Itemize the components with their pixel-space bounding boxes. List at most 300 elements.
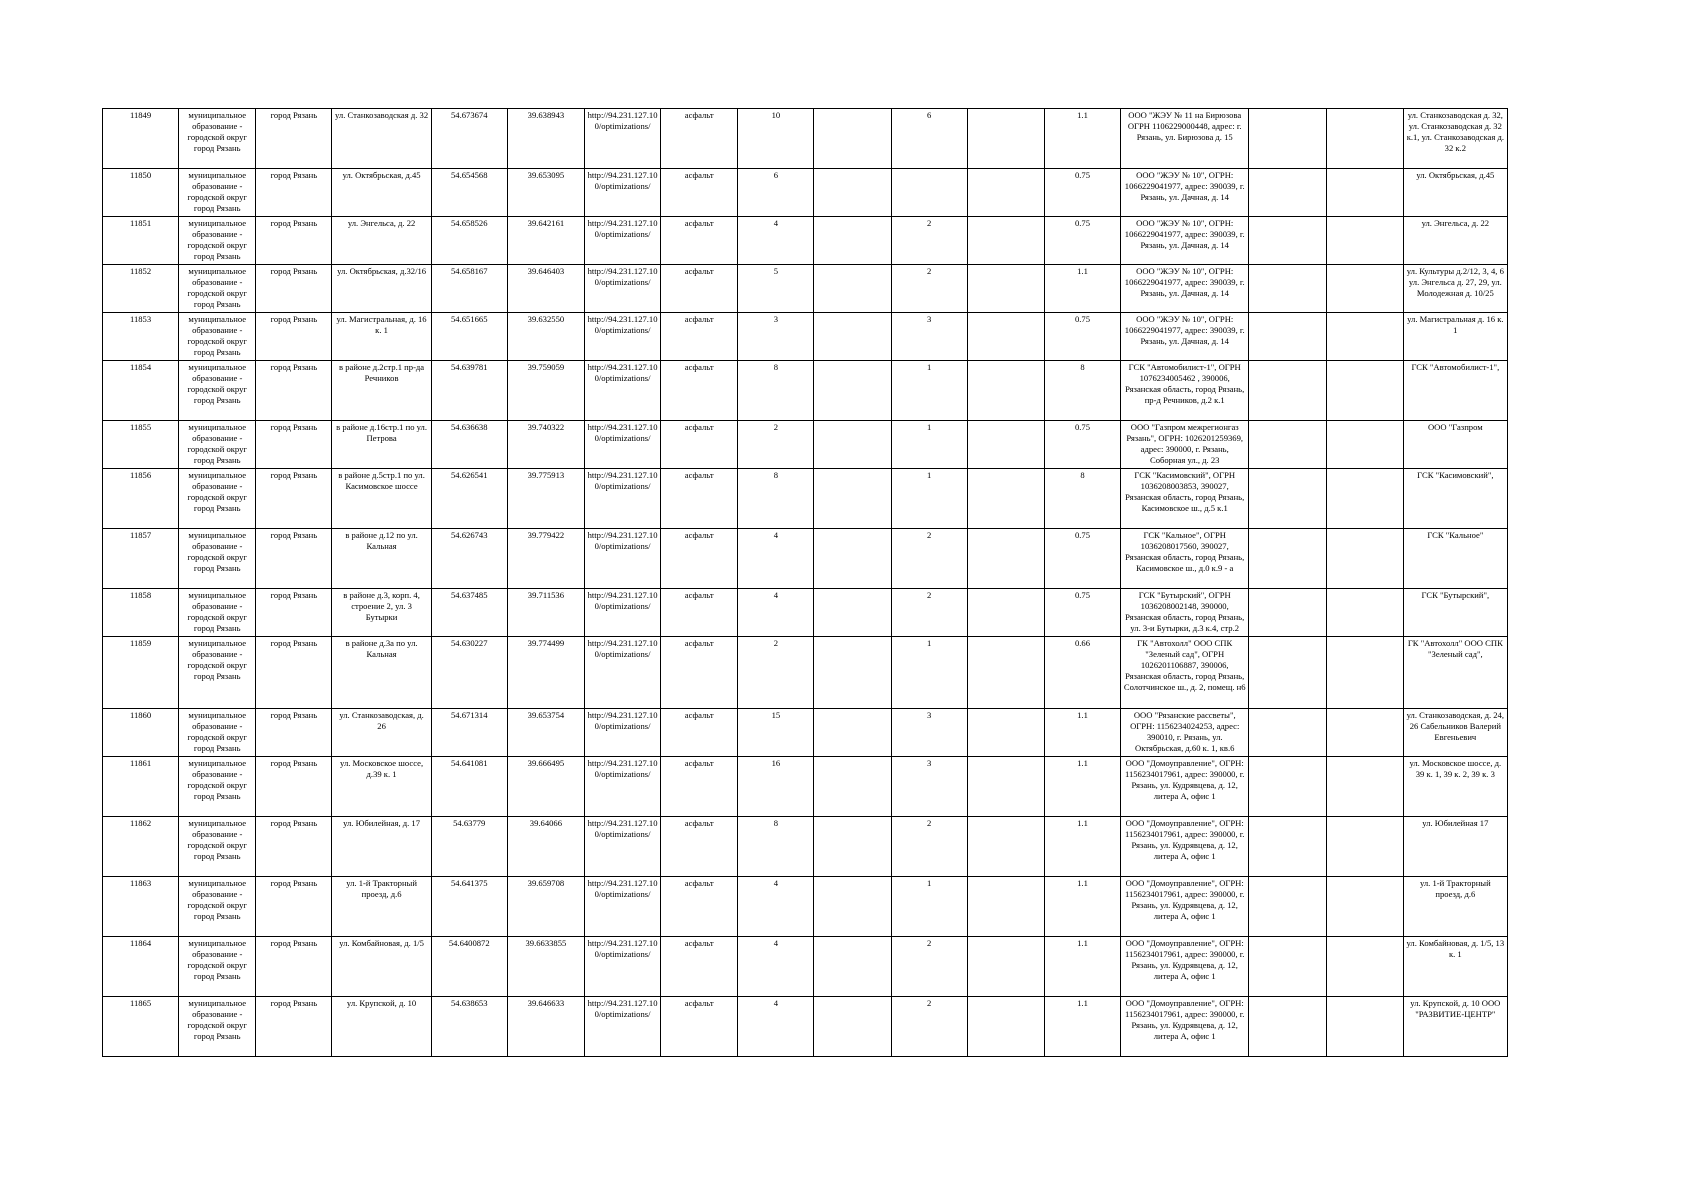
map-link[interactable]: http://94.231.127.100/optimizations/ (584, 217, 660, 265)
container-count: 3 (891, 313, 967, 361)
table-row (103, 877, 1508, 937)
municipality: муниципальное образование - городской округ город Рязань (179, 637, 256, 709)
empty-cell (967, 709, 1044, 757)
waste-sources: ул. Станкозаводская, д. 24, 26 Сабельников Валерий Евгеньевич (1403, 709, 1507, 757)
empty-cell (1326, 637, 1403, 709)
map-link[interactable]: http://94.231.127.100/optimizations/ (584, 709, 660, 757)
table-row (103, 997, 1508, 1057)
empty-cell (967, 265, 1044, 313)
surface-type: асфальт (661, 709, 738, 757)
map-link[interactable]: http://94.231.127.100/optimizations/ (584, 469, 660, 529)
area-value: 4 (738, 997, 814, 1057)
table-row (103, 313, 1508, 361)
container-volume: 8 (1044, 469, 1120, 529)
table-row (103, 109, 1508, 169)
container-volume: 8 (1044, 361, 1120, 421)
empty-cell (1326, 361, 1403, 421)
latitude: 54.654568 (431, 169, 507, 217)
waste-sources: ГСК "Кальное" (1403, 529, 1507, 589)
longitude: 39.666495 (507, 757, 584, 817)
latitude: 54.671314 (431, 709, 507, 757)
empty-cell (1249, 937, 1326, 997)
municipality: муниципальное образование - городской округ город Рязань (179, 109, 256, 169)
latitude: 54.641081 (431, 757, 507, 817)
empty-cell (967, 529, 1044, 589)
surface-type: асфальт (661, 265, 738, 313)
record-id: 11853 (103, 313, 179, 361)
address: ул. Станкозаводская, д. 26 (332, 709, 431, 757)
map-link[interactable]: http://94.231.127.100/optimizations/ (584, 265, 660, 313)
address: ул. Юбилейная, д. 17 (332, 817, 431, 877)
longitude: 39.774499 (507, 637, 584, 709)
city: город Рязань (256, 937, 332, 997)
empty-cell (814, 997, 891, 1057)
municipality: муниципальное образование - городской округ город Рязань (179, 169, 256, 217)
empty-cell (814, 217, 891, 265)
latitude: 54.637485 (431, 589, 507, 637)
municipality: муниципальное образование - городской округ город Рязань (179, 709, 256, 757)
municipality: муниципальное образование - городской округ город Рязань (179, 589, 256, 637)
record-id: 11864 (103, 937, 179, 997)
empty-cell (967, 109, 1044, 169)
empty-cell (1326, 757, 1403, 817)
municipality: муниципальное образование - городской округ город Рязань (179, 757, 256, 817)
container-count: 2 (891, 937, 967, 997)
longitude: 39.779422 (507, 529, 584, 589)
table-row (103, 757, 1508, 817)
waste-sources: ул. Энгельса, д. 22 (1403, 217, 1507, 265)
empty-cell (1249, 997, 1326, 1057)
empty-cell (1249, 313, 1326, 361)
container-volume: 0.75 (1044, 589, 1120, 637)
map-link[interactable]: http://94.231.127.100/optimizations/ (584, 937, 660, 997)
address: ул. Октябрьская, д.45 (332, 169, 431, 217)
area-value: 6 (738, 169, 814, 217)
empty-cell (814, 313, 891, 361)
address: ул. Комбайновая, д. 1/5 (332, 937, 431, 997)
area-value: 2 (738, 637, 814, 709)
container-volume: 1.1 (1044, 817, 1120, 877)
empty-cell (1326, 217, 1403, 265)
empty-cell (814, 109, 891, 169)
container-count: 6 (891, 109, 967, 169)
record-id: 11851 (103, 217, 179, 265)
owner-info: ООО "Домоуправление", ОГРН: 1156234017961, адрес: 390000, г. Рязань, ул. Кудрявцева, д. 12, литера А, офис 1 (1121, 757, 1249, 817)
container-volume: 1.1 (1044, 109, 1120, 169)
empty-cell (1326, 421, 1403, 469)
city: город Рязань (256, 529, 332, 589)
empty-cell (1326, 997, 1403, 1057)
table-row (103, 529, 1508, 589)
empty-cell (1326, 169, 1403, 217)
table-row (103, 217, 1508, 265)
container-count: 1 (891, 637, 967, 709)
record-id: 11865 (103, 997, 179, 1057)
empty-cell (814, 757, 891, 817)
table-row (103, 361, 1508, 421)
address: ул. Магистральная, д. 16 к. 1 (332, 313, 431, 361)
empty-cell (967, 169, 1044, 217)
owner-info: ООО "Домоуправление", ОГРН: 1156234017961, адрес: 390000, г. Рязань, ул. Кудрявцева, д. 12, литера А, офис 1 (1121, 877, 1249, 937)
longitude: 39.642161 (507, 217, 584, 265)
longitude: 39.653754 (507, 709, 584, 757)
longitude: 39.775913 (507, 469, 584, 529)
area-value: 4 (738, 877, 814, 937)
record-id: 11852 (103, 265, 179, 313)
surface-type: асфальт (661, 313, 738, 361)
map-link[interactable]: http://94.231.127.100/optimizations/ (584, 169, 660, 217)
container-volume: 0.75 (1044, 421, 1120, 469)
municipality: муниципальное образование - городской округ город Рязань (179, 877, 256, 937)
area-value: 8 (738, 817, 814, 877)
empty-cell (1326, 937, 1403, 997)
owner-info: ООО "ЖЭУ № 10", ОГРН: 1066229041977, адрес: 390039, г. Рязань, ул. Дачная, д. 14 (1121, 169, 1249, 217)
surface-type: асфальт (661, 361, 738, 421)
waste-sources: ГСК "Касимовский", (1403, 469, 1507, 529)
address: в районе д.2стр.1 пр-да Речников (332, 361, 431, 421)
latitude: 54.673674 (431, 109, 507, 169)
table-row (103, 265, 1508, 313)
empty-cell (967, 757, 1044, 817)
municipality: муниципальное образование - городской округ город Рязань (179, 217, 256, 265)
container-count: 3 (891, 757, 967, 817)
latitude: 54.651665 (431, 313, 507, 361)
latitude: 54.626743 (431, 529, 507, 589)
surface-type: асфальт (661, 589, 738, 637)
empty-cell (967, 877, 1044, 937)
longitude: 39.759059 (507, 361, 584, 421)
surface-type: асфальт (661, 469, 738, 529)
longitude: 39.646633 (507, 997, 584, 1057)
container-count: 2 (891, 217, 967, 265)
waste-sources: ГСК "Бутырский", (1403, 589, 1507, 637)
container-count: 2 (891, 265, 967, 313)
owner-info: ГСК "Кальное", ОГРН 1036208017560, 390027, Рязанская область, город Рязань, Касимовское ш., д.0 к.9 - а (1121, 529, 1249, 589)
container-volume: 0.75 (1044, 217, 1120, 265)
container-volume: 0.75 (1044, 169, 1120, 217)
table-row (103, 469, 1508, 529)
latitude: 54.626541 (431, 469, 507, 529)
container-count: 2 (891, 817, 967, 877)
longitude: 39.632550 (507, 313, 584, 361)
container-volume: 0.75 (1044, 529, 1120, 589)
empty-cell (814, 877, 891, 937)
municipality: муниципальное образование - городской округ город Рязань (179, 469, 256, 529)
container-count: 2 (891, 997, 967, 1057)
latitude: 54.6400872 (431, 937, 507, 997)
waste-sources: ул. 1-й Тракторный проезд, д.6 (1403, 877, 1507, 937)
waste-sources: ООО "Газпром (1403, 421, 1507, 469)
longitude: 39.653095 (507, 169, 584, 217)
area-value: 4 (738, 217, 814, 265)
city: город Рязань (256, 997, 332, 1057)
surface-type: асфальт (661, 877, 738, 937)
address: в районе д.12 по ул. Кальная (332, 529, 431, 589)
empty-cell (967, 217, 1044, 265)
longitude: 39.64066 (507, 817, 584, 877)
table-row (103, 637, 1508, 709)
owner-info: ООО "Домоуправление", ОГРН: 1156234017961, адрес: 390000, г. Рязань, ул. Кудрявцева, д. 12, литера А, офис 1 (1121, 817, 1249, 877)
empty-cell (1249, 637, 1326, 709)
latitude: 54.636638 (431, 421, 507, 469)
longitude: 39.646403 (507, 265, 584, 313)
empty-cell (1326, 529, 1403, 589)
container-count (891, 169, 967, 217)
container-count: 1 (891, 877, 967, 937)
latitude: 54.638653 (431, 997, 507, 1057)
table-row (103, 589, 1508, 637)
area-value: 10 (738, 109, 814, 169)
empty-cell (1249, 265, 1326, 313)
empty-cell (967, 817, 1044, 877)
empty-cell (967, 361, 1044, 421)
city: город Рязань (256, 217, 332, 265)
empty-cell (1249, 589, 1326, 637)
longitude: 39.638943 (507, 109, 584, 169)
area-value: 8 (738, 469, 814, 529)
container-count: 1 (891, 421, 967, 469)
map-link[interactable]: http://94.231.127.100/optimizations/ (584, 421, 660, 469)
city: город Рязань (256, 169, 332, 217)
record-id: 11860 (103, 709, 179, 757)
waste-sources: ул. Комбайновая, д. 1/5, 13 к. 1 (1403, 937, 1507, 997)
empty-cell (814, 589, 891, 637)
map-link[interactable]: http://94.231.127.100/optimizations/ (584, 313, 660, 361)
surface-type: асфальт (661, 637, 738, 709)
record-id: 11862 (103, 817, 179, 877)
area-value: 5 (738, 265, 814, 313)
empty-cell (1249, 529, 1326, 589)
registry-body (103, 109, 1508, 1057)
latitude: 54.639781 (431, 361, 507, 421)
empty-cell (1326, 313, 1403, 361)
address: ул. Станкозаводская д. 32 (332, 109, 431, 169)
container-volume: 1.1 (1044, 757, 1120, 817)
record-id: 11856 (103, 469, 179, 529)
latitude: 54.658167 (431, 265, 507, 313)
city: город Рязань (256, 817, 332, 877)
container-volume: 0.66 (1044, 637, 1120, 709)
empty-cell (1249, 109, 1326, 169)
owner-info: ГСК "Бутырский", ОГРН 1036208002148, 390000, Рязанская область, город Рязань, ул. 3-и Бутырки, д.3 к.4, стр.2 (1121, 589, 1249, 637)
surface-type: асфальт (661, 817, 738, 877)
surface-type: асфальт (661, 757, 738, 817)
empty-cell (1249, 169, 1326, 217)
municipality: муниципальное образование - городской округ город Рязань (179, 421, 256, 469)
city: город Рязань (256, 109, 332, 169)
area-value: 3 (738, 313, 814, 361)
empty-cell (967, 421, 1044, 469)
area-value: 15 (738, 709, 814, 757)
container-count: 2 (891, 589, 967, 637)
table-row (103, 817, 1508, 877)
waste-sources: ул. Юбилейная 17 (1403, 817, 1507, 877)
table-row (103, 937, 1508, 997)
container-count: 3 (891, 709, 967, 757)
empty-cell (1249, 217, 1326, 265)
area-value: 16 (738, 757, 814, 817)
map-link[interactable]: http://94.231.127.100/optimizations/ (584, 877, 660, 937)
map-link[interactable]: http://94.231.127.100/optimizations/ (584, 637, 660, 709)
address: в районе д.16стр.1 по ул. Петрова (332, 421, 431, 469)
empty-cell (967, 469, 1044, 529)
waste-sources: ул. Станкозаводская д. 32, ул. Станкозаводская д. 32 к.1, ул. Станкозаводская д. 32 к.2 (1403, 109, 1507, 169)
municipality: муниципальное образование - городской округ город Рязань (179, 817, 256, 877)
container-volume: 1.1 (1044, 997, 1120, 1057)
waste-sources: ул. Октябрьская, д.45 (1403, 169, 1507, 217)
area-value: 8 (738, 361, 814, 421)
empty-cell (1326, 109, 1403, 169)
address: ул. Крупской, д. 10 (332, 997, 431, 1057)
table-row (103, 421, 1508, 469)
empty-cell (1249, 757, 1326, 817)
owner-info: ООО "Домоуправление", ОГРН: 1156234017961, адрес: 390000, г. Рязань, ул. Кудрявцева, д. 12, литера А, офис 1 (1121, 997, 1249, 1057)
empty-cell (1326, 265, 1403, 313)
empty-cell (814, 421, 891, 469)
empty-cell (1326, 709, 1403, 757)
map-link[interactable]: http://94.231.127.100/optimizations/ (584, 109, 660, 169)
address: ул. Энгельса, д. 22 (332, 217, 431, 265)
record-id: 11854 (103, 361, 179, 421)
empty-cell (967, 937, 1044, 997)
address: в районе д.5стр.1 по ул. Касимовское шоссе (332, 469, 431, 529)
record-id: 11857 (103, 529, 179, 589)
container-count: 1 (891, 469, 967, 529)
city: город Рязань (256, 469, 332, 529)
empty-cell (1249, 469, 1326, 529)
empty-cell (814, 169, 891, 217)
owner-info: ООО "Газпром межрегионгаз Рязань", ОГРН: 1026201259369, адрес: 390000, г. Рязань, Соборная ул., д. 23 (1121, 421, 1249, 469)
owner-info: ГК "Автохолл" ООО СПК "Зеленый сад", ОГРН 1026201106887, 390006, Рязанская область, город Рязань, Солотчинское ш., д. 2, помещ. н6 (1121, 637, 1249, 709)
surface-type: асфальт (661, 217, 738, 265)
longitude: 39.711536 (507, 589, 584, 637)
surface-type: асфальт (661, 937, 738, 997)
municipality: муниципальное образование - городской округ город Рязань (179, 361, 256, 421)
empty-cell (1326, 877, 1403, 937)
empty-cell (967, 313, 1044, 361)
longitude: 39.6633855 (507, 937, 584, 997)
owner-info: ООО "Домоуправление", ОГРН: 1156234017961, адрес: 390000, г. Рязань, ул. Кудрявцева, д. 12, литера А, офис 1 (1121, 937, 1249, 997)
municipality: муниципальное образование - городской округ город Рязань (179, 529, 256, 589)
municipality: муниципальное образование - городской округ город Рязань (179, 313, 256, 361)
city: город Рязань (256, 589, 332, 637)
map-link[interactable]: http://94.231.127.100/optimizations/ (584, 529, 660, 589)
registry-table (102, 108, 1508, 1057)
empty-cell (814, 817, 891, 877)
longitude: 39.740322 (507, 421, 584, 469)
longitude: 39.659708 (507, 877, 584, 937)
empty-cell (967, 589, 1044, 637)
table-row (103, 709, 1508, 757)
empty-cell (814, 469, 891, 529)
record-id: 11850 (103, 169, 179, 217)
city: город Рязань (256, 421, 332, 469)
waste-sources: ул. Культуры д.2/12, 3, 4, 6 ул. Энгельса д. 27, 29, ул. Молодежная д. 10/25 (1403, 265, 1507, 313)
surface-type: асфальт (661, 997, 738, 1057)
empty-cell (1249, 421, 1326, 469)
area-value: 4 (738, 529, 814, 589)
surface-type: асфальт (661, 529, 738, 589)
surface-type: асфальт (661, 109, 738, 169)
table-row (103, 169, 1508, 217)
empty-cell (967, 637, 1044, 709)
empty-cell (1326, 469, 1403, 529)
empty-cell (814, 361, 891, 421)
municipality: муниципальное образование - городской округ город Рязань (179, 937, 256, 997)
city: город Рязань (256, 709, 332, 757)
latitude: 54.63779 (431, 817, 507, 877)
municipality: муниципальное образование - городской округ город Рязань (179, 997, 256, 1057)
map-link[interactable]: http://94.231.127.100/optimizations/ (584, 997, 660, 1057)
owner-info: ГСК "Касимовский", ОГРН 1036208003853, 390027, Рязанская область, город Рязань, Касимовское ш., д.5 к.1 (1121, 469, 1249, 529)
latitude: 54.641375 (431, 877, 507, 937)
empty-cell (1249, 877, 1326, 937)
empty-cell (1326, 817, 1403, 877)
container-count: 1 (891, 361, 967, 421)
record-id: 11849 (103, 109, 179, 169)
city: город Рязань (256, 313, 332, 361)
area-value: 4 (738, 937, 814, 997)
surface-type: асфальт (661, 169, 738, 217)
empty-cell (814, 709, 891, 757)
waste-sources: ГСК "Автомобилист-1", (1403, 361, 1507, 421)
city: город Рязань (256, 361, 332, 421)
container-volume: 0.75 (1044, 313, 1120, 361)
empty-cell (1249, 817, 1326, 877)
address: в районе д.3а по ул. Кальная (332, 637, 431, 709)
address: ул. 1-й Тракторный проезд, д.6 (332, 877, 431, 937)
waste-sources: ул. Московское шоссе, д. 39 к. 1, 39 к. 2, 39 к. 3 (1403, 757, 1507, 817)
empty-cell (1249, 361, 1326, 421)
map-link[interactable]: http://94.231.127.100/optimizations/ (584, 757, 660, 817)
latitude: 54.658526 (431, 217, 507, 265)
owner-info: ООО "ЖЭУ № 10", ОГРН: 1066229041977, адрес: 390039, г. Рязань, ул. Дачная, д. 14 (1121, 313, 1249, 361)
waste-sources: ул. Крупской, д. 10 ООО "РАЗВИТИЕ-ЦЕНТР" (1403, 997, 1507, 1057)
surface-type: асфальт (661, 421, 738, 469)
waste-sources: ГК "Автохолл" ООО СПК "Зеленый сад", (1403, 637, 1507, 709)
record-id: 11863 (103, 877, 179, 937)
record-id: 11859 (103, 637, 179, 709)
owner-info: ООО "ЖЭУ № 11 на Бирюзова ОГРН 1106229000448, адрес: г. Рязань, ул. Бирюзова д. 15 (1121, 109, 1249, 169)
record-id: 11861 (103, 757, 179, 817)
city: город Рязань (256, 757, 332, 817)
latitude: 54.630227 (431, 637, 507, 709)
container-volume: 1.1 (1044, 265, 1120, 313)
city: город Рязань (256, 265, 332, 313)
municipality: муниципальное образование - городской округ город Рязань (179, 265, 256, 313)
map-link[interactable]: http://94.231.127.100/optimizations/ (584, 361, 660, 421)
owner-info: ООО "ЖЭУ № 10", ОГРН: 1066229041977, адрес: 390039, г. Рязань, ул. Дачная, д. 14 (1121, 265, 1249, 313)
record-id: 11858 (103, 589, 179, 637)
map-link[interactable]: http://94.231.127.100/optimizations/ (584, 589, 660, 637)
owner-info: ООО "Рязанские рассветы", ОГРН: 1156234024253, адрес: 390010, г. Рязань, ул. Октябрьская, д.60 к. 1, кв.6 (1121, 709, 1249, 757)
map-link[interactable]: http://94.231.127.100/optimizations/ (584, 817, 660, 877)
empty-cell (814, 937, 891, 997)
container-volume: 1.1 (1044, 937, 1120, 997)
container-volume: 1.1 (1044, 877, 1120, 937)
waste-sources: ул. Магистральная д. 16 к. 1 (1403, 313, 1507, 361)
empty-cell (967, 997, 1044, 1057)
empty-cell (814, 529, 891, 589)
area-value: 2 (738, 421, 814, 469)
empty-cell (814, 265, 891, 313)
record-id: 11855 (103, 421, 179, 469)
container-volume: 1.1 (1044, 709, 1120, 757)
container-count: 2 (891, 529, 967, 589)
city: город Рязань (256, 877, 332, 937)
city: город Рязань (256, 637, 332, 709)
owner-info: ГСК "Автомобилист-1", ОГРН 1076234005462 , 390006, Рязанская область, город Рязань, пр-д Речников, д.2 к.1 (1121, 361, 1249, 421)
